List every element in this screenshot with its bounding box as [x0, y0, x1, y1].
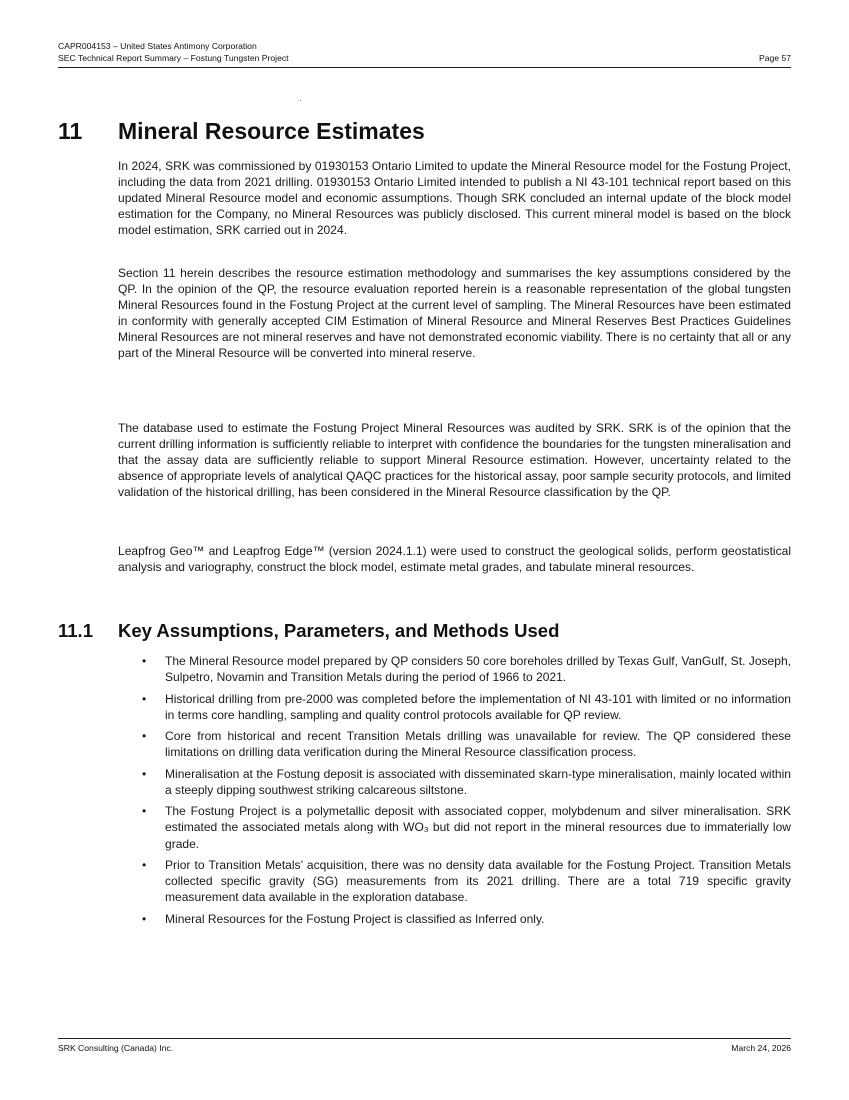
list-item: [118, 857, 791, 905]
footer-company: SRK Consulting (Canada) Inc.: [58, 1043, 174, 1053]
list-item-text: Mineral Resources for the Fostung Project is classified as Inferred only.: [165, 911, 545, 926]
section-paragraph-1: In 2024, SRK was commissioned by 01930153 Ontario Limited to update the Mineral Resource model for the Fostung Project, including the data from 2021 drilling. 01930153 Ontario Limited intended to publish a NI 43-101 technical report based on this updated Mineral Resource model and economic assumptions. Though SRK concluded an internal update of the block model estimation for the Company, no Mineral Resources was publicly disclosed. This current mineral model is based on the block model estimation, SRK carried out in 2024.: [118, 159, 791, 238]
list-item: [118, 803, 791, 851]
list-item-text: Core from historical and recent Transition Metals drilling was unavailable for review. The QP considered these limitations on drilling data verification during the Mineral Resource classification process.: [165, 729, 791, 760]
list-item-text: The Fostung Project is a polymetallic deposit with associated copper, molybdenum and silver mineralisation. SRK estimated the associated metals along with WO₃ but did not report in the mineral resources due to immaterially low grade.: [165, 804, 791, 851]
subsection-title: Key Assumptions, Parameters, and Methods Used: [118, 620, 560, 641]
bullet-icon: •: [142, 804, 147, 819]
page-header: [58, 40, 791, 68]
list-item-text: The Mineral Resource model prepared by QP considers 50 core boreholes drilled by Texas Gulf, VanGulf, St. Joseph, Sulpetro, Novamin and Transition Metals during the period of 1966 to 2021.: [165, 654, 791, 685]
bullet-icon: •: [142, 857, 147, 872]
bullet-icon: •: [142, 691, 147, 706]
header-report-title: SEC Technical Report Summary – Fostung Tungsten Project: [58, 53, 289, 63]
page-footer: [58, 1038, 791, 1055]
section-paragraph-4: Leapfrog Geo™ and Leapfrog Edge™ (version 2024.1.1) were used to construct the geological solids, perform geostatistical analysis and variography, construct the block model, estimate metal grades, and tabulate mineral resources.: [118, 544, 791, 575]
bullet-icon: •: [142, 911, 147, 926]
footer-date: March 24, 2026: [731, 1043, 791, 1053]
bullet-icon: •: [142, 766, 147, 781]
section-paragraph-3: The database used to estimate the Fostung Project Mineral Resources was audited by SRK. SRK is of the opinion that the current drilling information is sufficiently reliable to interpret with confidence the boundaries for the tungsten mineralisation and that the assay data are sufficiently reliable to support Mineral Resource estimation. However, uncertainty related to the absence of appropriate levels of analytical QAQC practices for the historical assay, poor sample security protocols, and limited validation of the historical drilling, has been considered in the Mineral Resource classification by the QP.: [118, 421, 791, 500]
bullet-icon: •: [142, 654, 147, 668]
list-item-text: Prior to Transition Metals’ acquisition, there was no density data available for the Fostung Project. Transition Metals collected specific gravity (SG) measurements from its 2021 drilling. There are a total 719 specific gravity measurement data available in the exploration database.: [165, 857, 791, 905]
list-item: [118, 911, 791, 927]
list-item: [118, 653, 791, 685]
section-title: Mineral Resource Estimates: [118, 118, 425, 144]
section-number: 11: [58, 118, 83, 144]
assumptions-list: [118, 653, 791, 932]
list-item-text: Mineralisation at the Fostung deposit is associated with disseminated skarn-type mineralisation, mainly located within a steeply dipping southwest striking calcareous siltstone.: [165, 766, 791, 797]
section-paragraph-2: Section 11 herein describes the resource estimation methodology and summarises the key assumptions considered by the QP. In the opinion of the QP, the resource evaluation reported herein is a reasonable representation of the global tungsten Mineral Resources found in the Fostung Project at the current level of sampling. The Mineral Resources have been estimated in conformity with generally accepted CIM Estimation of Mineral Resource and Mineral Reserves Best Practices Guidelines Mineral Resources are not mineral reserves and have not demonstrated economic viability. There is no certainty that all or any part of the Mineral Resource will be converted into mineral reserve.: [118, 266, 791, 361]
scan-speck: [300, 100, 301, 101]
list-item-text: Historical drilling from pre-2000 was completed before the implementation of NI 43-101 with limited or no information in terms core handling, sampling and quality control protocols available for QP review.: [165, 691, 791, 722]
list-item: [118, 766, 791, 798]
header-page-number: Page 57: [758, 53, 791, 63]
list-item: [118, 691, 791, 723]
list-item: [118, 728, 791, 760]
subsection-number: 11.1: [58, 620, 93, 641]
header-report-id: CAPR004153 – United States Antimony Corporation: [58, 41, 257, 51]
bullet-icon: •: [142, 729, 147, 744]
